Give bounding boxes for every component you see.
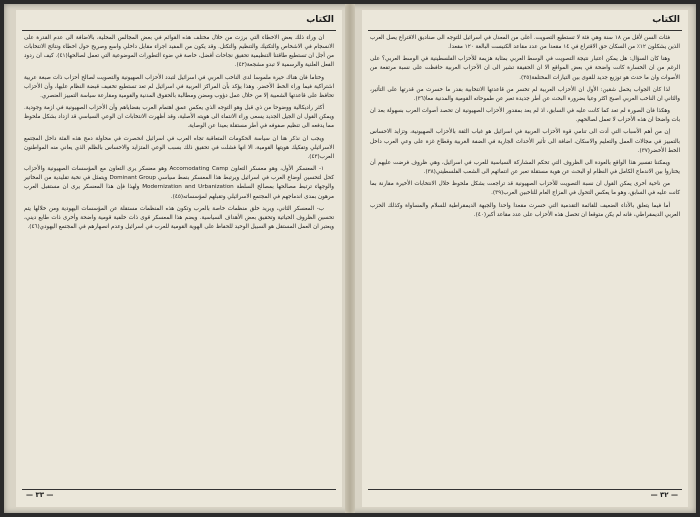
paragraph: أكثر راديكالية ووضوحا من ذي قبل وهو التوجه الذي يعكس عمق اهتمام العرب بقضاياهم وأن الأحزاب الصهيونية في ازمة وجودية. ويمكن القول ان الجيل الجديد يسعى وراء الانتماء الى هويته الأصلية، وقد أظهرت الانتخابات ان الوعي السياسي قد ازداد بشكل ملحوظ مما يدفعه الى تنظيم صفوفه في أطر مستقلة بعيدا عن الوصاية. (24, 105, 334, 130)
right-page-footer (368, 489, 682, 502)
paragraph: ١- المعسكر الأول، وهو معسكر التعاون Accomodating Camp وهو معسكر يرى التعاون مع المؤسسات الصهيونية والأحزاب كحل لتحسين أوضاع العرب في اسرائيل ويرتبط هذا المعسكر بنمط سياسي Dominant Group ويتمثل في نخبة تقليدية من المخاتير والوجهاء ترتبط مصالحها بمصالح السلطة Modernization and Urbanization ولهذا فإن هذا المعسكر يرى ان مستقبل العرب مرهون بمدى اندماجهم في المجتمع الاسرائيلي وتقبلهم لمؤسساته(٤٥). (24, 166, 334, 200)
paragraph: ب- المعسكر الثاني، ويريد خلق منظمات خاصة بالعرب وتكون هذه المنظمات مستقلة عن المؤسسات اليهودية ومن خلالها يتم تحسين الظروف الحياتية وتحقيق بعض الأهداف السياسية. ويضم هذا المعسكر قوى ذات خلفية قومية واضحة وأخرى ذات طابع ديني، ويعتبر ان العمل المستقل هو السبيل الوحيد للحفاظ على الهوية القومية للعرب في اسرائيل وعدم انصهارهم في المجتمع اليهودي(٤٦). (24, 205, 334, 230)
book-gutter (345, 4, 355, 513)
paragraph: أما فيما يتعلق بالأداء الضعيف للقائمة التقدمية التي خسرت مقعدا واحدا والجبهة الديمقراطية للسلام والمساواة وكذلك الحزب العربي الديمقراطي، فانه لم يكن متوقعا ان تحصل هذه الأحزاب على عدد مقاعد أكبر(٤٠). (370, 202, 680, 218)
left-page-header (22, 16, 336, 31)
left-page-body (24, 34, 334, 235)
paragraph: ان وراء ذلك بعض الاخطاء التي برزت من خلال مختلف هذه القوائم في بعض المجالس المحلية، بالاضافة الى عدم القدرة على الانسجام في الاشخاص والتكتيك والتنظيم والتكتل. وقد يكون من المفيد اجراء مقابل داخلي واسع وصريح حول اخطاء ونتائج الانتخابات من أجل ان تستطيع طاقتنا التنظيمية تحقيق نجاحات أفضل، خاصة في ضوء التطورات الموضوعية التي تعمل لصالحها(٤١). كيف ان ردود الفعل العلنية والرسمية لا تبدو مشجعة(٤٢). (24, 35, 334, 69)
paragraph: ويجب ان نذكر هنا ان سياسة الحكومات المتعاقبة تجاه العرب في اسرائيل انحصرت في محاولة دمج هذه الفئة داخل المجتمع الاسرائيلي وتفكيك هويتها القومية، الا انها فشلت في تحقيق ذلك بسبب الوعي المتزايد والاحساس بالظلم الذي يعاني منه المواطنون العرب(٤٣). (24, 135, 334, 160)
left-page (16, 10, 342, 507)
right-page (362, 10, 688, 507)
paragraph: وختاما فان هناك حيرة ملموسا لدى الناخب العربي في اسرائيل لتبدد الأحزاب الصهيونية والتصويت لصالح أحزاب ذات صبغة عربية اشتراكية فيما وراء الخط الأخضر. وهذا يؤكد بأن المراكز العربية في اسرائيل لم تعد تستطيع تخفيف قبضة النظام عليها، وأن الأحزاب تحافظ على قاعدتها الشعبية إلا من خلال عمل دؤوب ومضن ومطالبة بالحقوق المدنية والقومية ومقارعة سياسة التمييز العنصري. (24, 74, 334, 99)
paragraph: فئات السن لأقل من ١٨ سنة وهي فئة لا تستطيع التصويت. أعلى من المعدل في اسرائيل للتوجه الى صناديق الاقتراع يصل العرب الذين يشكلون ١٢٪ من السكان حق الاقتراع في ١٤ مقعدا من عدد مقاعد الكنيست البالغة ١٢٠ مقعدا. (370, 35, 680, 51)
paragraph: من ناحية أخرى يمكن القول ان نسبة التصويت للأحزاب الصهيونية قد تراجعت بشكل ملحوظ خلال الانتخابات الأخيرة مقارنة بما كانت عليه في السابق، وهو ما يعكس التحول في المزاج العام للناخبين العرب(٣٩). (370, 181, 680, 197)
left-page-number: — ٣٣ — (26, 491, 54, 499)
left-header-title: الكتاب (306, 15, 334, 25)
right-page-number: — ٣٢ — (650, 491, 678, 499)
right-page-body (370, 34, 680, 223)
paragraph: وهنا كان السؤال: هل يمكن اعتبار نتيجة التصويت في الوسط العربي بمثابة هزيمة للأحزاب الفلسطينية في الوسط العربي؟ على الرغم من ان الخسارة كانت واضحة في بعض المواقع الا ان الحقيقة تشير الى ان الأحزاب العربية حافظت على نسبة مرتفعة من الأصوات وان ما حدث هو توزيع جديد للقوى بين التيارات المختلفة(٣٥). (370, 56, 680, 81)
right-header-title: الكتاب (652, 15, 680, 25)
paragraph: إن من أهم الأسباب التي أدت الى تنامي قوة الأحزاب العربية في اسرائيل هو غياب الثقة بالأحزاب الصهيونية، وتزايد الاحساس بالتمييز في مجالات العمل والتعليم والاسكان، اضافة الى تأثير الأحداث الجارية في الضفة الغربية وقطاع غزة على وعي العرب داخل الخط الأخضر(٣٧). (370, 129, 680, 154)
paragraph: ويمكننا تفسير هذا الواقع بالعودة الى الظروف التي تحكم المشاركة السياسية للعرب في اسرائيل، وهي ظروف فرضت عليهم أن يختاروا بين الاندماج الكامل في النظام او البحث عن هوية مستقلة تعبر عن انتمائهم الى الشعب الفلسطيني(٣٨). (370, 159, 680, 176)
paragraph: وهكذا فان الصورة لم تعد كما كانت عليه في السابق، اذ لم يعد بمقدور الأحزاب الصهيونية ان تحصد أصوات العرب بسهولة بعد ان بات واضحا ان هذه الأحزاب لا تعمل لصالحهم. (370, 108, 680, 124)
left-page-footer (22, 489, 336, 502)
paragraph: لذا كان الجواب يحمل شقين: الأول ان الأحزاب العربية لم تخسر من قاعدتها الانتخابية بقدر ما خسرت من قدرتها على التأثير، والثاني ان الناخب العربي اصبح اكثر وعيا بضرورة البحث عن أطر جديدة تعبر عن طموحاته القومية والمدنية معا(٣٦). (370, 86, 680, 102)
book-spread (4, 4, 696, 513)
right-page-header (368, 16, 682, 31)
